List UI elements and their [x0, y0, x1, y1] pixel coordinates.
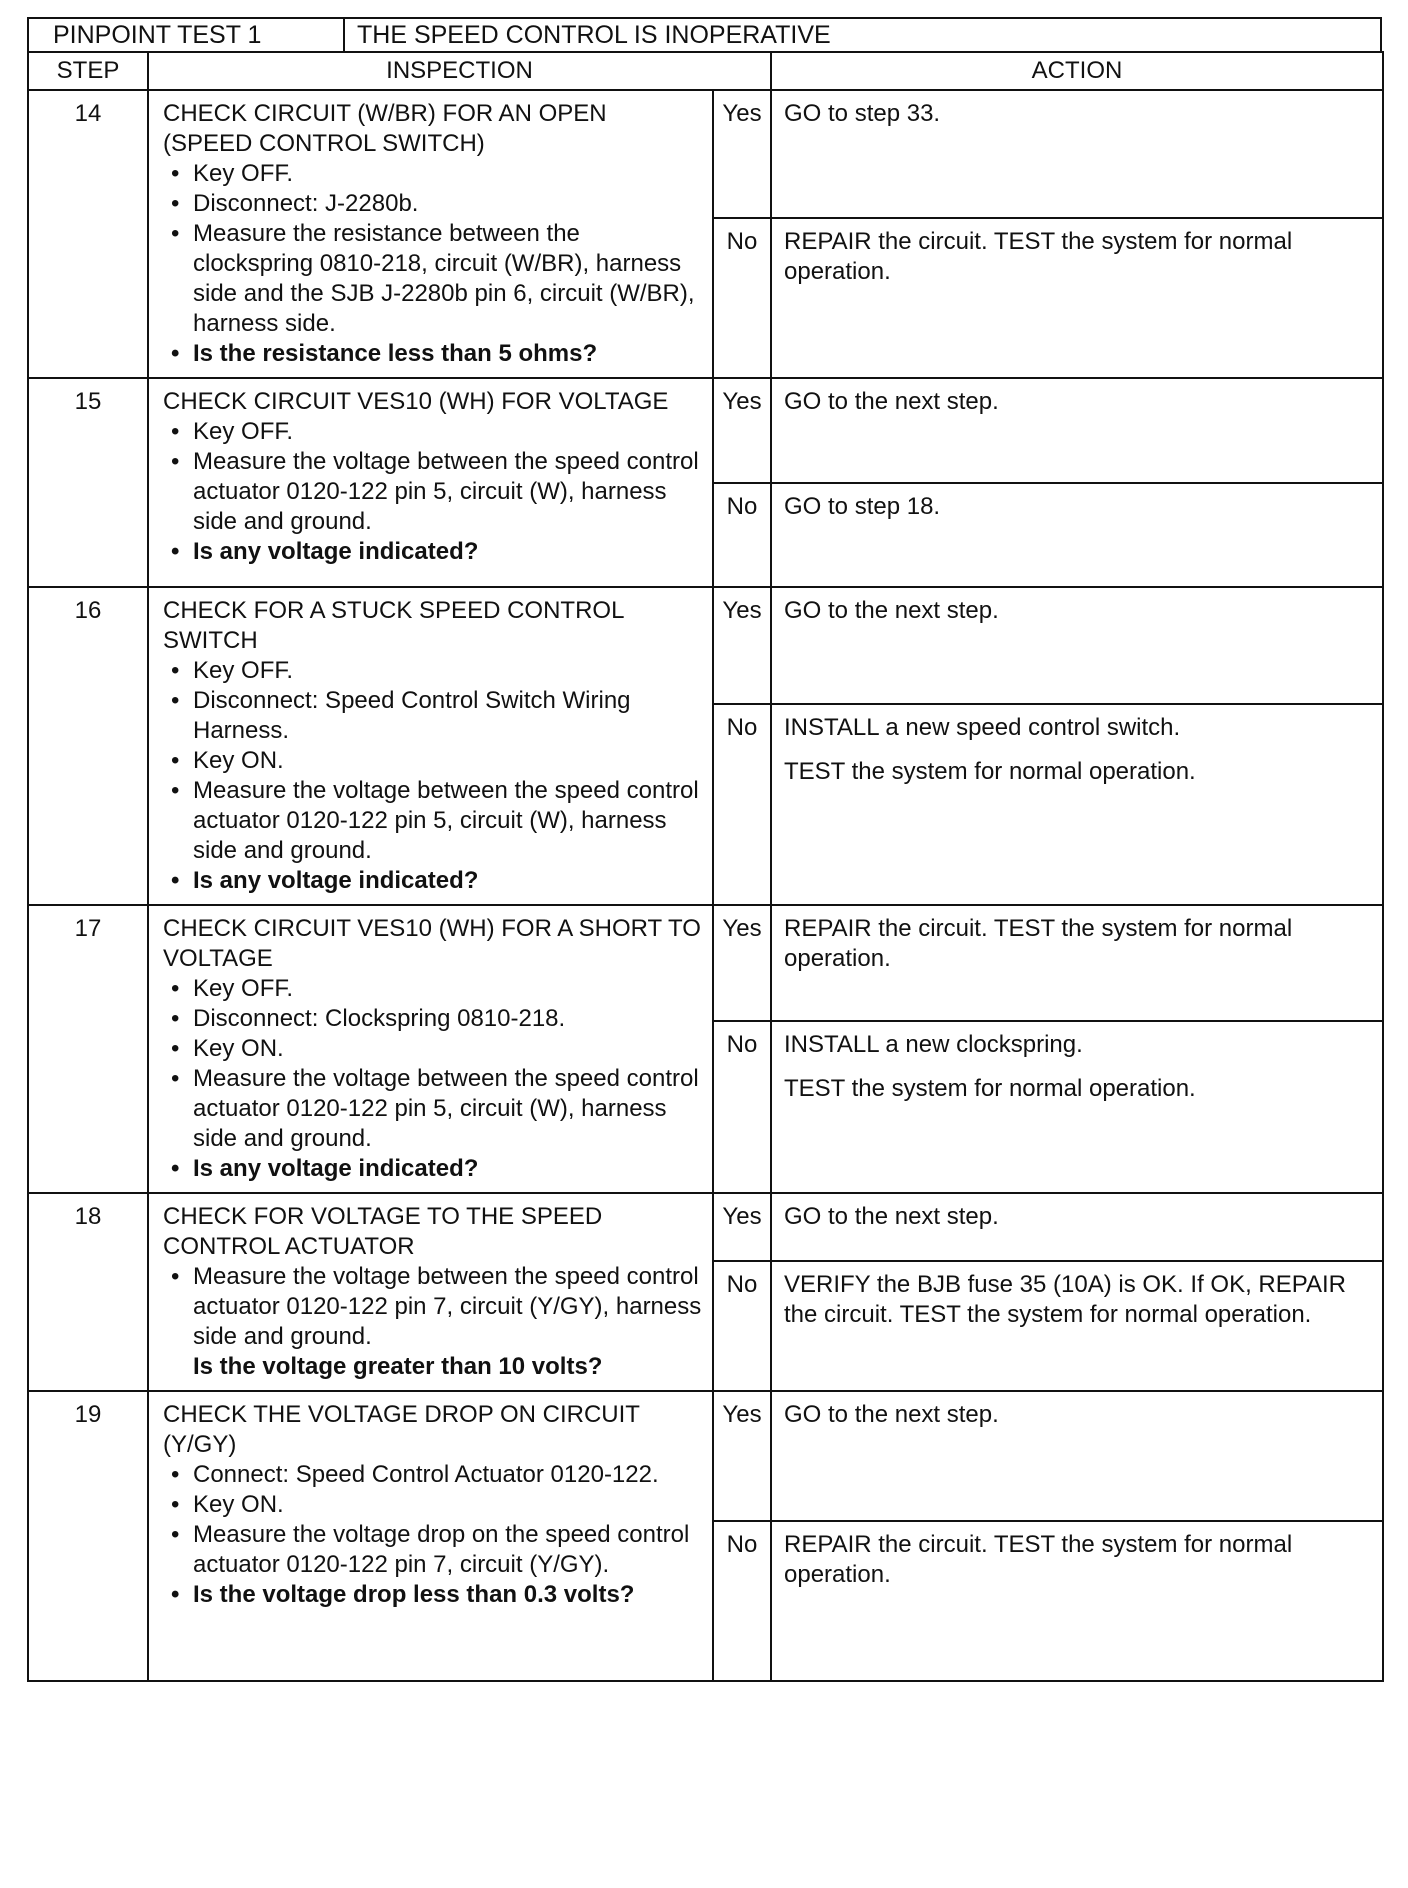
yes-action	[771, 587, 1383, 704]
inspection-step: • Key ON.	[163, 1034, 702, 1064]
table-row	[28, 90, 1383, 218]
yes-label: Yes	[713, 587, 771, 704]
yes-action	[771, 378, 1383, 483]
pinpoint-test-document	[27, 17, 1382, 1682]
action-text: GO to the next step.	[784, 1203, 999, 1230]
action-text: REPAIR the circuit. TEST the system for normal operation.	[784, 915, 1293, 972]
inspection-step: • Measure the voltage drop on the speed control actuator 0120-122 pin 7, circuit (Y/GY).	[163, 1520, 702, 1580]
no-label: No	[713, 1021, 771, 1193]
inspection-step: • Key ON.	[163, 1490, 702, 1520]
table-row	[28, 905, 1383, 1021]
no-action	[771, 483, 1383, 587]
inspection-question: • Is any voltage indicated?	[163, 537, 702, 567]
yes-action	[771, 90, 1383, 218]
action-text: TEST the system for normal operation.	[784, 1075, 1196, 1103]
table-row	[28, 587, 1383, 704]
yes-action	[771, 1391, 1383, 1521]
inspection-heading: CHECK CIRCUIT VES10 (WH) FOR VOLTAGE	[163, 388, 669, 415]
table-row	[28, 1391, 1383, 1521]
action-text: GO to step 33.	[784, 100, 941, 127]
no-action	[771, 704, 1383, 905]
inspection-cell	[148, 587, 713, 905]
inspection-cell	[148, 1391, 713, 1681]
inspection-step: • Measure the voltage between the speed control actuator 0120-122 pin 5, circuit (W), harness side and ground.	[163, 447, 702, 537]
inspection-cell	[148, 905, 713, 1193]
inspection-step: • Key OFF.	[163, 159, 702, 189]
step-number: 14	[28, 90, 148, 378]
action-text: GO to step 18.	[784, 493, 941, 520]
inspection-steps	[163, 159, 702, 369]
test-id: PINPOINT TEST 1	[29, 19, 345, 51]
no-label: No	[713, 704, 771, 905]
inspection-heading: CHECK FOR VOLTAGE TO THE SPEED CONTROL ACTUATOR	[163, 1203, 603, 1260]
inspection-step: • Key ON.	[163, 746, 702, 776]
inspection-question: • Is the voltage drop less than 0.3 volts?	[163, 1580, 702, 1610]
column-header-action: ACTION	[771, 52, 1383, 90]
inspection-step: • Disconnect: Speed Control Switch Wiring Harness.	[163, 686, 702, 746]
column-header-row	[28, 52, 1383, 90]
inspection-step: • Key OFF.	[163, 974, 702, 1004]
yes-label: Yes	[713, 378, 771, 483]
action-text: INSTALL a new speed control switch.	[784, 714, 1181, 742]
inspection-step: • Connect: Speed Control Actuator 0120-122.	[163, 1460, 702, 1490]
yes-label: Yes	[713, 1193, 771, 1261]
yes-label: Yes	[713, 905, 771, 1021]
action-text: TEST the system for normal operation.	[784, 758, 1196, 786]
action-text: GO to the next step.	[784, 388, 999, 415]
no-action	[771, 218, 1383, 378]
inspection-question: • Is any voltage indicated?	[163, 1154, 702, 1184]
table-row	[28, 378, 1383, 483]
step-number: 16	[28, 587, 148, 905]
inspection-step: • Disconnect: J-2280b.	[163, 189, 702, 219]
inspection-question: • Is the resistance less than 5 ohms?	[163, 339, 702, 369]
inspection-step: • Disconnect: Clockspring 0810-218.	[163, 1004, 702, 1034]
inspection-cell	[148, 90, 713, 378]
no-action	[771, 1521, 1383, 1681]
inspection-cell	[148, 1193, 713, 1391]
yes-action	[771, 905, 1383, 1021]
inspection-step: • Key OFF.	[163, 656, 702, 686]
no-label: No	[713, 218, 771, 378]
inspection-step: • Key OFF.	[163, 417, 702, 447]
action-text: GO to the next step.	[784, 1401, 999, 1428]
step-number: 19	[28, 1391, 148, 1681]
test-title-bar	[27, 17, 1382, 51]
inspection-step: • Measure the voltage between the speed control actuator 0120-122 pin 7, circuit (Y/GY), harness side and ground.	[163, 1262, 702, 1352]
inspection-steps	[163, 1460, 702, 1610]
no-action	[771, 1021, 1383, 1193]
inspection-step: • Measure the voltage between the speed control actuator 0120-122 pin 5, circuit (W), harness side and ground.	[163, 776, 702, 866]
inspection-heading: CHECK CIRCUIT (W/BR) FOR AN OPEN (SPEED CONTROL SWITCH)	[163, 100, 607, 157]
yes-label: Yes	[713, 90, 771, 218]
no-action	[771, 1261, 1383, 1391]
inspection-steps	[163, 974, 702, 1184]
inspection-question: Is the voltage greater than 10 volts?	[193, 1353, 603, 1380]
action-text: GO to the next step.	[784, 597, 999, 624]
column-header-step: STEP	[28, 52, 148, 90]
yes-label: Yes	[713, 1391, 771, 1521]
step-number: 15	[28, 378, 148, 587]
inspection-heading: CHECK FOR A STUCK SPEED CONTROL SWITCH	[163, 597, 624, 654]
yes-action	[771, 1193, 1383, 1261]
step-number: 18	[28, 1193, 148, 1391]
inspection-step: • Measure the resistance between the clockspring 0810-218, circuit (W/BR), harness side and the SJB J-2280b pin 6, circuit (W/BR), harness side.	[163, 219, 702, 339]
inspection-steps	[163, 417, 702, 567]
no-label: No	[713, 1521, 771, 1681]
action-text: REPAIR the circuit. TEST the system for normal operation.	[784, 1531, 1293, 1588]
inspection-step: • Measure the voltage between the speed control actuator 0120-122 pin 5, circuit (W), harness side and ground.	[163, 1064, 702, 1154]
inspection-steps	[163, 656, 702, 896]
table-row	[28, 1193, 1383, 1261]
no-label: No	[713, 1261, 771, 1391]
inspection-question: • Is any voltage indicated?	[163, 866, 702, 896]
test-title: THE SPEED CONTROL IS INOPERATIVE	[357, 21, 831, 49]
action-text: INSTALL a new clockspring.	[784, 1031, 1083, 1059]
column-header-inspection: INSPECTION	[148, 52, 771, 90]
inspection-heading: CHECK CIRCUIT VES10 (WH) FOR A SHORT TO VOLTAGE	[163, 915, 701, 972]
action-text: REPAIR the circuit. TEST the system for normal operation.	[784, 227, 1293, 285]
inspection-heading: CHECK THE VOLTAGE DROP ON CIRCUIT (Y/GY)	[163, 1401, 640, 1458]
table-body	[28, 90, 1383, 1681]
action-text: VERIFY the BJB fuse 35 (10A) is OK. If OK, REPAIR the circuit. TEST the system for normal operation.	[784, 1270, 1346, 1328]
no-label: No	[713, 483, 771, 587]
inspection-cell	[148, 378, 713, 587]
inspection-steps	[163, 1262, 702, 1382]
step-number: 17	[28, 905, 148, 1193]
inspection-table	[27, 51, 1384, 1682]
